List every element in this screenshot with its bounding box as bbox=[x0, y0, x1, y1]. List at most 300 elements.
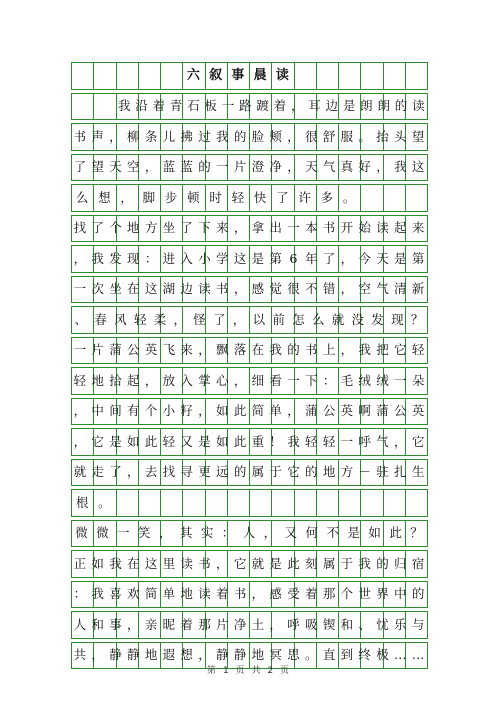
grid-character: ， bbox=[232, 311, 246, 327]
grid-cell bbox=[294, 489, 317, 517]
grid-character: 此 bbox=[233, 403, 247, 419]
grid-character: 受 bbox=[287, 586, 300, 602]
grid-character: ： bbox=[322, 372, 336, 388]
grid-character: 我 bbox=[91, 586, 104, 602]
grid-character: 的 bbox=[233, 464, 247, 480]
grid-character: 板 bbox=[204, 98, 217, 114]
grid-character: 我 bbox=[394, 159, 407, 175]
page-footer bbox=[0, 663, 496, 676]
grid-cell bbox=[360, 489, 383, 517]
grid-character: 下 bbox=[198, 220, 211, 236]
grid-character: 里 bbox=[162, 555, 176, 571]
grid-character: 片 bbox=[233, 159, 247, 175]
grid-character: 静 bbox=[109, 647, 122, 663]
grid-character: 的 bbox=[411, 586, 425, 602]
text-row bbox=[71, 245, 427, 273]
grid-character: ， bbox=[290, 98, 304, 114]
grid-character: 没 bbox=[351, 311, 365, 327]
grid-cell bbox=[205, 489, 228, 517]
grid-character: 拾 bbox=[109, 372, 122, 388]
grid-character: 读 bbox=[198, 281, 211, 297]
grid-character: 的 bbox=[287, 342, 300, 358]
grid-character: 朗 bbox=[377, 98, 390, 114]
grid-character: 公 bbox=[322, 403, 336, 419]
grid-character: 方 bbox=[144, 220, 158, 236]
grid-character: 土 bbox=[251, 616, 265, 632]
grid-character: 天 bbox=[376, 250, 389, 266]
grid-character: 细 bbox=[251, 372, 265, 388]
grid-character: 呼 bbox=[358, 433, 371, 449]
grid-character: 放 bbox=[162, 372, 176, 388]
grid-character: 入 bbox=[180, 250, 193, 266]
grid-character: 是 bbox=[269, 555, 282, 571]
grid-character: 了 bbox=[322, 250, 336, 266]
grid-character: 蒲 bbox=[305, 403, 318, 419]
grid-character: 那 bbox=[322, 586, 336, 602]
grid-character: 怪 bbox=[193, 311, 206, 327]
grid-character: 远 bbox=[216, 464, 229, 480]
grid-character: 了 bbox=[91, 220, 104, 236]
grid-character: ， bbox=[198, 647, 211, 663]
grid-character: 学 bbox=[216, 250, 229, 266]
grid-character: 它 bbox=[233, 555, 247, 571]
grid-character: 朵 bbox=[411, 372, 425, 388]
grid-character: 舒 bbox=[322, 128, 336, 144]
grid-character: 儿 bbox=[162, 128, 176, 144]
grid-character: 我 bbox=[358, 342, 371, 358]
grid-character: ， bbox=[287, 403, 300, 419]
grid-cell bbox=[71, 62, 94, 90]
grid-cell bbox=[383, 489, 406, 517]
grid-character: 澄 bbox=[251, 159, 265, 175]
grid-character: 是 bbox=[347, 525, 360, 541]
grid-character: 进 bbox=[162, 250, 176, 266]
text-row bbox=[71, 93, 427, 121]
grid-character: 界 bbox=[376, 586, 389, 602]
grid-character: 吸 bbox=[305, 616, 318, 632]
grid-character: 人 bbox=[73, 616, 87, 632]
grid-character: 找 bbox=[73, 220, 87, 236]
grid-character: 简 bbox=[251, 403, 265, 419]
grid-character: 入 bbox=[180, 372, 193, 388]
grid-character: 我 bbox=[358, 555, 371, 571]
grid-character: 世 bbox=[358, 586, 371, 602]
grid-character: ： bbox=[221, 525, 235, 541]
grid-character: 轻 bbox=[322, 433, 336, 449]
grid-character: 终 bbox=[358, 647, 371, 663]
grid-character: 此 bbox=[233, 433, 247, 449]
grid-character: 思 bbox=[287, 647, 300, 663]
grid-character: 觉 bbox=[269, 281, 282, 297]
grid-character: 我 bbox=[269, 342, 282, 358]
grid-character: 好 bbox=[358, 159, 371, 175]
grid-character: 着 bbox=[216, 586, 229, 602]
grid-character: 。 bbox=[358, 128, 371, 144]
grid-character: 微 bbox=[75, 525, 88, 541]
grid-character: 这 bbox=[411, 159, 425, 175]
footer-label-di: 第 bbox=[207, 666, 217, 676]
grid-character: 有 bbox=[127, 403, 140, 419]
grid-character: 何 bbox=[305, 525, 319, 541]
grid-character: 上 bbox=[322, 342, 336, 358]
grid-character: 着 bbox=[273, 98, 287, 114]
grid-character: 绒 bbox=[358, 372, 371, 388]
grid-character: 声 bbox=[91, 128, 104, 144]
grid-cell bbox=[138, 62, 161, 90]
grid-character: 它 bbox=[91, 433, 104, 449]
grid-character: 锲 bbox=[322, 616, 336, 632]
grid-character: 和 bbox=[340, 616, 354, 632]
grid-character: 小 bbox=[162, 403, 176, 419]
grid-character: 地 bbox=[322, 464, 336, 480]
grid-character: 读 bbox=[275, 67, 289, 83]
grid-character: ？ bbox=[410, 311, 424, 327]
text-row bbox=[71, 611, 427, 639]
grid-character: … bbox=[411, 647, 425, 663]
grid-character: 与 bbox=[411, 616, 425, 632]
grid-character: 风 bbox=[114, 311, 127, 327]
grid-character: 踱 bbox=[256, 98, 269, 114]
grid-character: 来 bbox=[180, 342, 193, 358]
grid-character: 事 bbox=[231, 67, 245, 83]
grid-character: 我 bbox=[117, 98, 131, 114]
grid-character: 笑 bbox=[138, 525, 151, 541]
footer-label-ye: 页 bbox=[235, 666, 245, 676]
footer-total-pages: 2 bbox=[267, 666, 274, 676]
text-row bbox=[71, 550, 427, 578]
grid-character: 飘 bbox=[216, 342, 229, 358]
grid-character: 蓝 bbox=[162, 159, 176, 175]
grid-character: － bbox=[358, 464, 371, 480]
grid-character: 前 bbox=[272, 311, 285, 327]
grid-character: 如 bbox=[91, 555, 104, 571]
grid-character: 脸 bbox=[251, 128, 265, 144]
grid-character: ， bbox=[340, 342, 354, 358]
grid-character: 书 bbox=[233, 586, 247, 602]
grid-character: 抬 bbox=[376, 128, 389, 144]
grid-cell bbox=[182, 489, 205, 517]
grid-cell bbox=[360, 62, 383, 90]
grid-character: ， bbox=[73, 433, 87, 449]
grid-character: 这 bbox=[144, 555, 158, 571]
grid-character: ， bbox=[73, 403, 87, 419]
grid-character: 在 bbox=[251, 342, 265, 358]
grid-cell bbox=[405, 489, 428, 517]
grid-cell bbox=[360, 184, 383, 212]
grid-character: 气 bbox=[376, 281, 389, 297]
grid-character: 去 bbox=[144, 464, 158, 480]
grid-character: 寻 bbox=[180, 464, 193, 480]
text-row bbox=[71, 306, 427, 334]
grid-character: 静 bbox=[127, 647, 140, 663]
grid-character: 宿 bbox=[411, 555, 425, 571]
grid-character: ， bbox=[233, 372, 247, 388]
grid-character: ， bbox=[198, 342, 211, 358]
grid-character: 地 bbox=[180, 586, 193, 602]
grid-character: 小 bbox=[198, 250, 211, 266]
grid-character: 在 bbox=[127, 555, 140, 571]
grid-character: 么 bbox=[75, 189, 89, 205]
grid-character: 此 bbox=[144, 433, 158, 449]
grid-character: 中 bbox=[91, 403, 104, 419]
grid-character: 以 bbox=[252, 311, 266, 327]
grid-character: 的 bbox=[376, 555, 389, 571]
grid-character: 蓝 bbox=[180, 159, 193, 175]
grid-character: 六 bbox=[186, 67, 200, 83]
grid-cell bbox=[93, 62, 116, 90]
grid-character: 边 bbox=[325, 98, 339, 114]
footer-page-number: 1 bbox=[222, 666, 229, 676]
grid-character: 朗 bbox=[360, 98, 373, 114]
grid-character: 新 bbox=[411, 281, 425, 297]
grid-character: 它 bbox=[394, 342, 407, 358]
grid-character: 边 bbox=[180, 281, 193, 297]
grid-character: 很 bbox=[305, 128, 318, 144]
grid-character: 呼 bbox=[287, 616, 300, 632]
grid-character: 到 bbox=[340, 647, 354, 663]
grid-character: 遐 bbox=[162, 647, 176, 663]
grid-character: 第 bbox=[411, 250, 425, 266]
grid-character: 是 bbox=[198, 433, 211, 449]
grid-character: 柔 bbox=[153, 311, 167, 327]
grid-character: ， bbox=[91, 647, 104, 663]
grid-character: 。 bbox=[305, 647, 318, 663]
grid-character: 想 bbox=[98, 189, 111, 205]
grid-cell bbox=[227, 489, 250, 517]
grid-character: 如 bbox=[216, 403, 229, 419]
grid-character: 晨 bbox=[253, 67, 267, 83]
grid-character: 么 bbox=[311, 311, 325, 327]
grid-character: 着 bbox=[305, 586, 318, 602]
grid-character: 了 bbox=[109, 464, 122, 480]
grid-character: 蒲 bbox=[376, 403, 389, 419]
grid-character: 是 bbox=[342, 98, 356, 114]
text-row bbox=[71, 398, 427, 426]
grid-character: 湖 bbox=[162, 281, 176, 297]
grid-character: 是 bbox=[251, 250, 265, 266]
grid-character: 叙 bbox=[209, 67, 223, 83]
grid-character: 亲 bbox=[144, 616, 158, 632]
grid-character: 第 bbox=[269, 250, 282, 266]
text-row bbox=[71, 459, 427, 487]
text-row bbox=[71, 520, 427, 548]
grid-character: 空 bbox=[358, 281, 371, 297]
grid-character: 公 bbox=[127, 342, 140, 358]
grid-character: 来 bbox=[216, 220, 229, 236]
grid-character: 坐 bbox=[109, 281, 122, 297]
grid-character: 怎 bbox=[292, 311, 305, 327]
grid-cell bbox=[138, 489, 161, 517]
grid-character: 过 bbox=[198, 128, 211, 144]
grid-character: 头 bbox=[394, 128, 407, 144]
grid-character: 驻 bbox=[376, 464, 389, 480]
grid-character: 静 bbox=[233, 647, 247, 663]
grid-character: 昵 bbox=[162, 616, 176, 632]
grid-character: 耳 bbox=[308, 98, 321, 114]
grid-character: 如 bbox=[368, 525, 381, 541]
grid-character: 一 bbox=[394, 372, 407, 388]
grid-character: 下 bbox=[305, 372, 318, 388]
text-row bbox=[71, 276, 427, 304]
grid-character: 那 bbox=[198, 616, 211, 632]
grid-character: 书 bbox=[198, 555, 211, 571]
grid-character: 真 bbox=[340, 159, 354, 175]
grid-character: 重 bbox=[251, 433, 265, 449]
grid-character: 落 bbox=[233, 342, 247, 358]
grid-cell bbox=[116, 62, 139, 90]
grid-character: 读 bbox=[376, 220, 389, 236]
grid-character: 一 bbox=[73, 281, 87, 297]
grid-character: 了 bbox=[73, 159, 87, 175]
grid-cell bbox=[405, 184, 428, 212]
grid-character: 次 bbox=[91, 281, 104, 297]
grid-character: 空 bbox=[127, 159, 140, 175]
grid-character: 望 bbox=[91, 159, 104, 175]
grid-character: 读 bbox=[198, 586, 211, 602]
grid-character: 年 bbox=[305, 250, 318, 266]
footer-label-ye-2: 页 bbox=[279, 666, 289, 676]
grid-character: 走 bbox=[91, 464, 104, 480]
grid-character: 起 bbox=[127, 372, 140, 388]
grid-character: 把 bbox=[376, 342, 389, 358]
grid-character: ， bbox=[73, 250, 87, 266]
grid-character: 书 bbox=[73, 128, 87, 144]
grid-cell bbox=[160, 489, 183, 517]
grid-character: 英 bbox=[340, 403, 354, 419]
grid-character: 是 bbox=[109, 433, 122, 449]
grid-character: 一 bbox=[216, 159, 229, 175]
grid-cell bbox=[116, 489, 139, 517]
grid-character: 刻 bbox=[305, 555, 318, 571]
grid-character: 书 bbox=[216, 281, 229, 297]
text-row bbox=[71, 428, 427, 456]
grid-character: 英 bbox=[411, 403, 425, 419]
grid-character: 是 bbox=[394, 250, 407, 266]
grid-character: 喜 bbox=[109, 586, 122, 602]
grid-character: 公 bbox=[394, 403, 407, 419]
grid-character: ！ bbox=[269, 433, 282, 449]
grid-character: 我 bbox=[91, 250, 104, 266]
grid-character: ： bbox=[73, 586, 87, 602]
grid-character: 欢 bbox=[127, 586, 140, 602]
grid-cell bbox=[271, 489, 294, 517]
grid-character: ， bbox=[251, 586, 265, 602]
grid-character: 起 bbox=[394, 220, 407, 236]
grid-character: 人 bbox=[242, 525, 256, 541]
grid-character: ， bbox=[144, 372, 158, 388]
grid-character: 个 bbox=[144, 403, 158, 419]
grid-character: 的 bbox=[394, 98, 408, 114]
grid-character: ， bbox=[287, 159, 300, 175]
grid-character: ， bbox=[173, 311, 187, 327]
grid-character: 的 bbox=[305, 464, 318, 480]
grid-character: 石 bbox=[187, 98, 200, 114]
grid-character: 又 bbox=[284, 525, 298, 541]
grid-character: 直 bbox=[322, 647, 336, 663]
grid-character: 的 bbox=[198, 159, 211, 175]
grid-cell bbox=[249, 489, 272, 517]
grid-character: 很 bbox=[287, 281, 300, 297]
grid-character: 着 bbox=[152, 98, 165, 114]
grid-character: ， bbox=[198, 403, 211, 419]
grid-character: 柳 bbox=[127, 128, 140, 144]
grid-character: 此 bbox=[389, 525, 402, 541]
grid-character: 脚 bbox=[142, 189, 156, 205]
grid-character: 发 bbox=[109, 250, 122, 266]
manuscript-grid-paper bbox=[71, 62, 427, 663]
grid-character: ， bbox=[269, 616, 282, 632]
grid-character: 拿 bbox=[251, 220, 265, 236]
grid-character: 就 bbox=[251, 555, 265, 571]
grid-character: 感 bbox=[251, 281, 265, 297]
grid-character: 天 bbox=[109, 159, 122, 175]
grid-character: 现 bbox=[127, 250, 140, 266]
grid-character: 简 bbox=[144, 586, 158, 602]
grid-character: 时 bbox=[209, 189, 222, 205]
grid-character: 个 bbox=[109, 220, 122, 236]
grid-character: 属 bbox=[322, 555, 336, 571]
grid-character: 在 bbox=[127, 281, 140, 297]
grid-character: 它 bbox=[411, 433, 425, 449]
grid-character: 间 bbox=[109, 403, 122, 419]
grid-character: ， bbox=[127, 616, 140, 632]
text-row bbox=[71, 581, 427, 609]
grid-character: 了 bbox=[213, 311, 226, 327]
grid-character: ， bbox=[158, 525, 172, 541]
grid-character: 我 bbox=[216, 128, 229, 144]
grid-cell bbox=[71, 93, 94, 121]
grid-character: ， bbox=[120, 189, 133, 205]
grid-character: 来 bbox=[411, 220, 425, 236]
text-row bbox=[71, 337, 427, 365]
grid-character: ， bbox=[376, 159, 389, 175]
grid-character: 更 bbox=[198, 464, 211, 480]
grid-character: 如 bbox=[216, 433, 229, 449]
grid-character: 我 bbox=[109, 555, 122, 571]
grid-character: 单 bbox=[162, 586, 176, 602]
grid-character: 开 bbox=[340, 220, 354, 236]
grid-character: ， bbox=[216, 555, 229, 571]
grid-character: 。 bbox=[342, 189, 356, 205]
grid-character: 净 bbox=[233, 616, 247, 632]
text-row bbox=[71, 367, 427, 395]
grid-character: 轻 bbox=[305, 433, 318, 449]
grid-character: 绒 bbox=[376, 372, 389, 388]
grid-character: 个 bbox=[340, 586, 354, 602]
grid-character: 了 bbox=[180, 220, 193, 236]
grid-character: ， bbox=[340, 281, 354, 297]
grid-character: 轻 bbox=[73, 372, 87, 388]
grid-character: 片 bbox=[91, 342, 104, 358]
grid-character: 多 bbox=[320, 189, 334, 205]
grid-character: 静 bbox=[216, 647, 229, 663]
grid-character: ， bbox=[287, 128, 300, 144]
grid-character: 一 bbox=[73, 342, 87, 358]
grid-character: 服 bbox=[340, 128, 354, 144]
grid-character: 。 bbox=[98, 494, 111, 510]
grid-character: 扎 bbox=[394, 464, 407, 480]
grid-character: 不 bbox=[305, 281, 318, 297]
grid-character: 读 bbox=[180, 555, 193, 571]
grid-character: 单 bbox=[269, 403, 282, 419]
grid-character: 条 bbox=[144, 128, 158, 144]
grid-character: ， bbox=[233, 281, 247, 297]
grid-cell bbox=[316, 489, 339, 517]
grid-character: 想 bbox=[180, 647, 193, 663]
grid-character: ， bbox=[127, 464, 140, 480]
grid-character: 发 bbox=[371, 311, 384, 327]
grid-character: 错 bbox=[322, 281, 336, 297]
